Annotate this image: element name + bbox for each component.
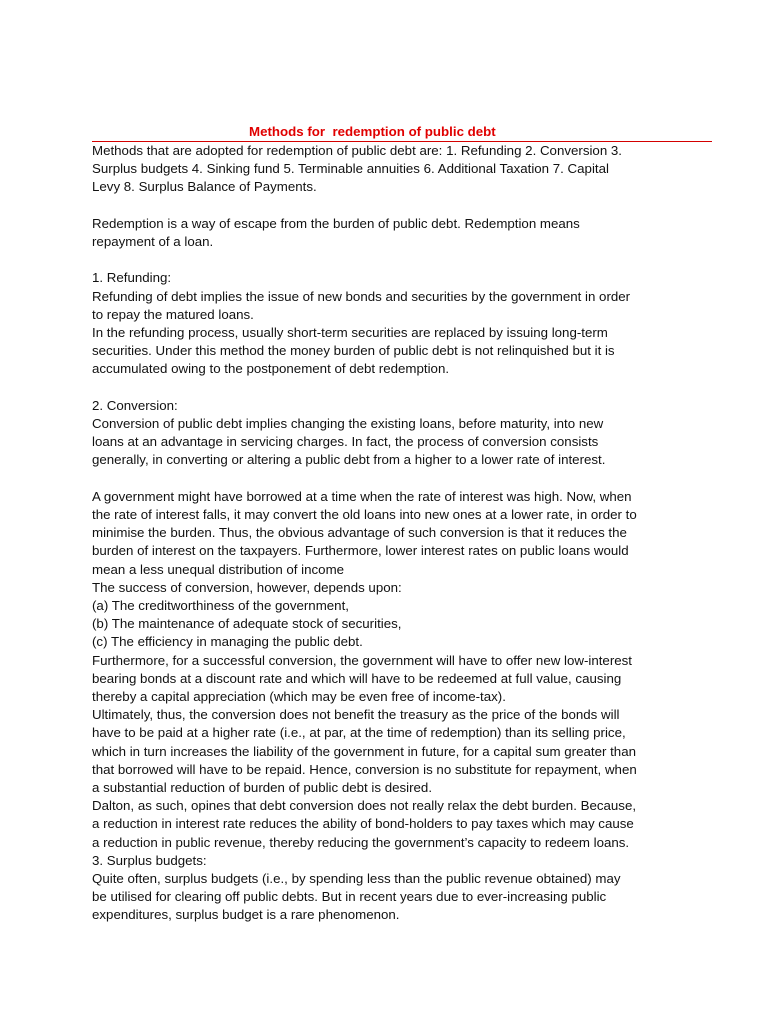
text-line: loans at an advantage in servicing charges. In fact, the process of conversion consists [92, 434, 599, 450]
text-line: mean a less unequal distribution of income [92, 561, 345, 577]
text-line: bearing bonds at a discount rate and which will have to be redeemed at full value, causing [92, 670, 622, 686]
document-body [92, 142, 712, 925]
text-line: Surplus budgets 4. Sinking fund 5. Terminable annuities 6. Additional Taxation 7. Capital [92, 161, 609, 177]
text-line: a substantial reduction of burden of public debt is desired. [92, 780, 433, 796]
text-line: A government might have borrowed at a time when the rate of interest was high. Now, when [92, 488, 632, 504]
text-line: Dalton, as such, opines that debt conversion does not really relax the debt burden. Because, [92, 798, 637, 814]
text-line: the rate of interest falls, it may convert the old loans into new ones at a lower rate, in order to [92, 507, 637, 522]
text-line: thereby a capital appreciation (which may be even free of income-tax). [92, 689, 506, 705]
text-line: burden of interest on the taxpayers. Furthermore, lower interest rates on public loans would [92, 543, 629, 559]
text-line: repayment of a loan. [92, 234, 214, 249]
text-line: that borrowed will have to be repaid. Hence, conversion is no substitute for repayment, when [92, 761, 637, 777]
text-line: The success of conversion, however, depends upon: [92, 579, 402, 595]
text-line: Furthermore, for a successful conversion, the government will have to offer new low-interest [92, 652, 632, 668]
text-line: Refunding of debt implies the issue of new bonds and securities by the government in order [92, 288, 631, 304]
text-line: Conversion of public debt implies changing the existing loans, before maturity, into new [92, 416, 604, 431]
text-line: a reduction in interest rate reduces the ability of bond-holders to pay taxes which may cause [92, 816, 634, 832]
text-line: a reduction in public revenue, thereby reducing the government’s capacity to redeem loans. [92, 834, 630, 850]
text-line: accumulated owing to the postponement of debt redemption. [92, 361, 450, 377]
text-line: In the refunding process, usually short-term securities are replaced by issuing long-term [92, 325, 608, 340]
text-line: expenditures, surplus budget is a rare phenomenon. [92, 907, 400, 923]
text-line: Quite often, surplus budgets (i.e., by spending less than the public revenue obtained) may [92, 871, 621, 887]
text-line: minimise the burden. Thus, the obvious advantage of such conversion is that it reduces the [92, 525, 627, 541]
text-line: Levy 8. Surplus Balance of Payments. [92, 179, 317, 195]
paragraph [92, 215, 712, 251]
blank-line [92, 251, 712, 269]
text-line: (b) The maintenance of adequate stock of securities, [92, 616, 402, 632]
text-line: which in turn increases the liability of the government in future, for a capital sum greater than [92, 743, 636, 759]
text-line: have to be paid at a higher rate (i.e., at par, at the time of redemption) than its selling price, [92, 725, 626, 741]
paragraph [92, 269, 712, 378]
paragraph [92, 142, 712, 197]
paragraph [92, 488, 712, 925]
text-line: be utilised for clearing off public debts. But in recent years due to ever-increasing public [92, 889, 607, 905]
text-line: to repay the matured loans. [92, 306, 254, 322]
text-line: (a) The creditworthiness of the government, [92, 598, 349, 614]
paragraph [92, 397, 712, 470]
text-line: 2. Conversion: [92, 397, 178, 413]
document-page [92, 123, 712, 925]
document-title: Methods for redemption of public debt [249, 124, 496, 139]
text-line: 3. Surplus budgets: [92, 852, 207, 868]
text-line: Methods that are adopted for redemption of public debt are: 1. Refunding 2. Conversion 3. [92, 143, 622, 158]
blank-line [92, 470, 712, 488]
blank-line [92, 197, 712, 215]
text-line: 1. Refunding: [92, 270, 172, 286]
text-line: generally, in converting or altering a public debt from a higher to a lower rate of interest. [92, 452, 606, 468]
blank-line [92, 379, 712, 397]
title-rule [92, 123, 712, 142]
text-line: securities. Under this method the money burden of public debt is not relinquished but it is [92, 343, 615, 359]
text-line: (c) The efficiency in managing the public debt. [92, 634, 363, 650]
text-line: Redemption is a way of escape from the burden of public debt. Redemption means [92, 215, 580, 231]
text-line: Ultimately, thus, the conversion does not benefit the treasury as the price of the bonds will [92, 707, 620, 723]
